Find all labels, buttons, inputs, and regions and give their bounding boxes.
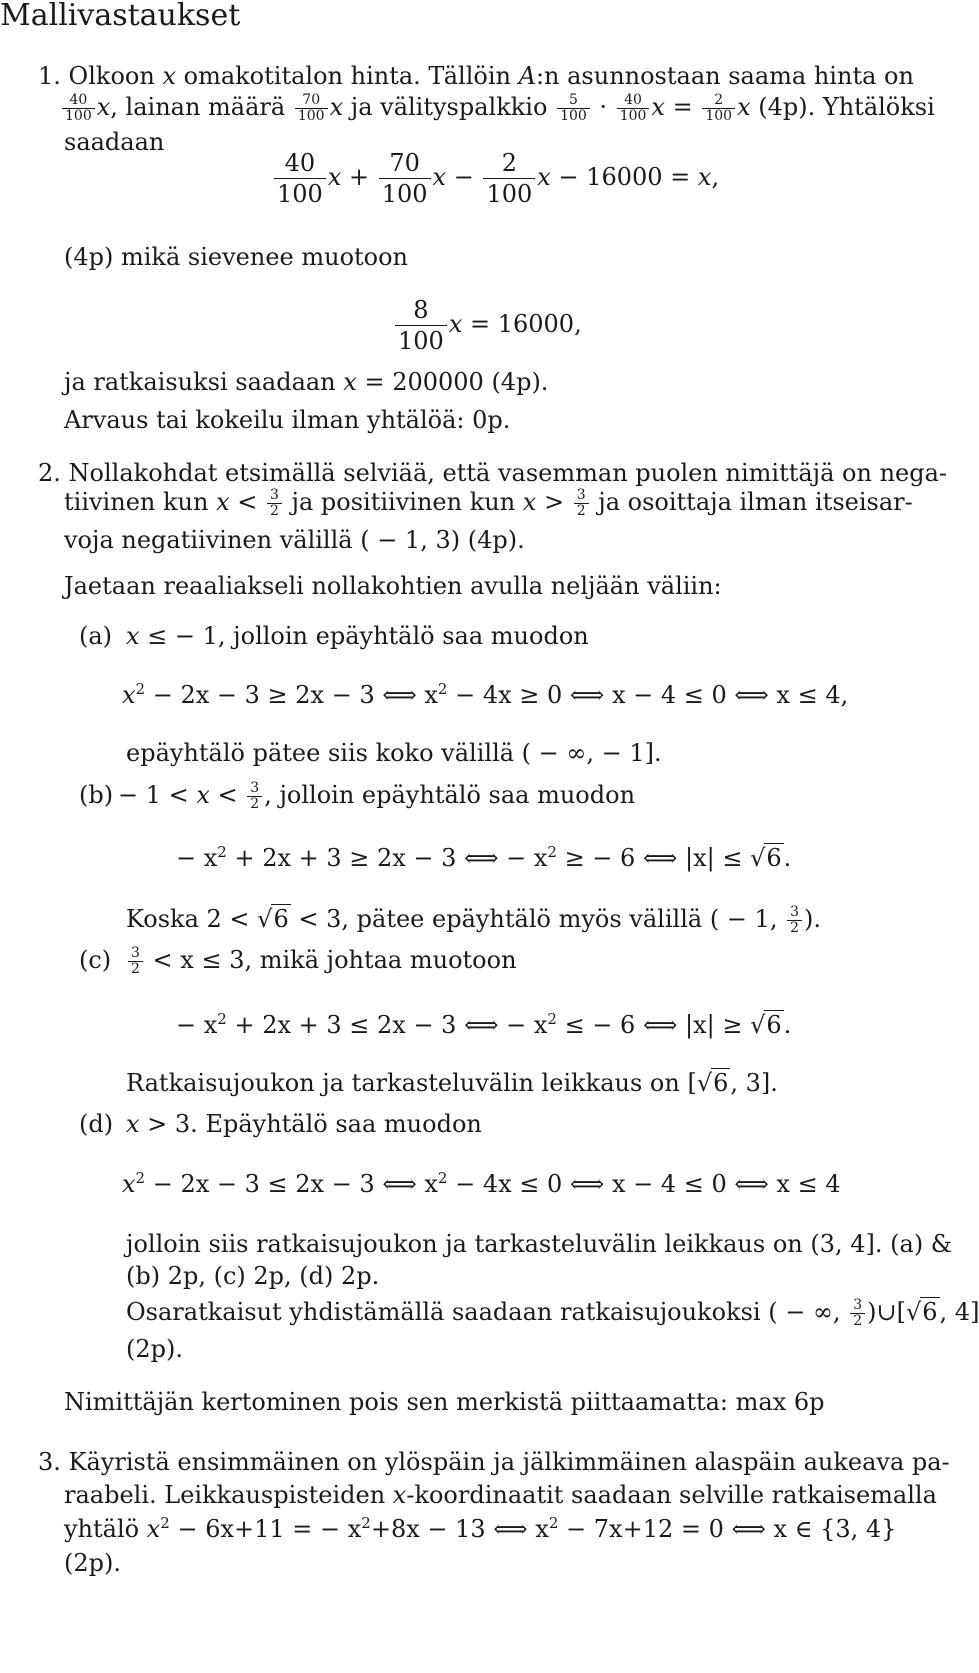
problem-1-line-5: ja ratkaisuksi saadaan x = 200000 (4p). <box>64 368 549 396</box>
case-b-text: − 1 < x < $\frac{3}{2}$ , jolloin epäyhtälö saa muodon <box>118 780 636 812</box>
problem-1-line-1: 1. Olkoon x omakotitalon hinta. Tällöin A:n asunnostaan saama hinta on <box>38 62 914 90</box>
problem-2-line-2: tiivinen kun x < $\frac{3}{2}$ ja positiivinen kun x > $\frac{3}{2}$ ja osoittaja ilman itseisar- <box>64 487 913 519</box>
equation-2: $\frac{8}{100}$ x = 16000, <box>393 295 582 356</box>
case-a-equation: $x^2 - 2x - 3 \ge 2x - 3$ ⟺ $x^2 - 4x \ge 0$ ⟺ x − 4 ≤ 0 ⟺ x ≤ 4, <box>122 680 849 709</box>
case-b-equation: − $x^2 + 2x + 3 \ge 2x - 3$ ⟺ − $x^2$ ≥ − 6 ⟺ |x| ≤ √6. <box>176 843 792 872</box>
case-d-label: (d) <box>79 1110 114 1138</box>
case-c-text: $\frac{3}{2}$ < x ≤ 3, mikä johtaa muotoon <box>126 946 517 977</box>
problem-3-line-2: raabeli. Leikkauspisteiden x-koordinaatit saadaan selville ratkaisemalla <box>64 1481 937 1509</box>
problem-1-line-3: saadaan <box>64 128 165 156</box>
problem-1-line-4: (4p) mikä sievenee muotoon <box>64 243 409 271</box>
summary-line-2: (2p). <box>126 1335 183 1363</box>
case-b-end: Koska 2 < √6 < 3, pätee epäyhtälö myös välillä ( − 1, $\frac{3}{2}$ ). <box>126 904 821 936</box>
case-c-end: Ratkaisujoukon ja tarkasteluvälin leikkaus on [√6, 3]. <box>126 1069 778 1097</box>
case-c-equation: − $x^2 + 2x + 3 \le 2x - 3$ ⟺ − $x^2$ ≤ − 6 ⟺ |x| ≥ √6. <box>176 1010 792 1039</box>
page-title: Mallivastaukset <box>0 0 241 33</box>
problem-2-line-1: 2. Nollakohdat etsimällä selviää, että vasemman puolen nimittäjä on nega- <box>38 459 948 487</box>
problem-2-line-3: voja negatiivinen välillä ( − 1, 3) (4p). <box>64 526 525 554</box>
case-d-equation: $x^2 - 2x - 3 \le 2x - 3$ ⟺ $x^2 - 4x \le 0$ ⟺ x − 4 ≤ 0 ⟺ x ≤ 4 <box>122 1169 841 1198</box>
case-c-label: (c) <box>79 946 112 974</box>
problem-1-line-6: Arvaus tai kokeilu ilman yhtälöä: 0p. <box>64 406 511 434</box>
case-a-label: (a) <box>79 622 113 650</box>
case-d-end-2: (b) 2p, (c) 2p, (d) 2p. <box>126 1262 380 1290</box>
case-a-end: epäyhtälö pätee siis koko välillä ( − ∞, − 1]. <box>126 739 662 767</box>
case-a-text: x ≤ − 1, jolloin epäyhtälö saa muodon <box>126 622 589 650</box>
problem-3-line-1: 3. Käyristä ensimmäinen on ylöspäin ja jälkimmäinen alaspäin aukeava pa- <box>38 1448 950 1476</box>
equation-1: $\frac{40}{100}$ x + $\frac{70}{100}$ x − $\frac{2}{100}$ x − 16000 = x, <box>272 148 719 209</box>
case-b-label: (b) <box>79 781 114 809</box>
grading-note: Nimittäjän kertominen pois sen merkistä piittaamatta: max 6p <box>64 1388 825 1416</box>
case-d-end-1: jolloin siis ratkaisujoukon ja tarkasteluvälin leikkaus on (3, 4]. (a) & <box>126 1230 953 1258</box>
case-d-text: x > 3. Epäyhtälö saa muodon <box>126 1110 482 1138</box>
problem-3-line-3: yhtälö $x^2 - 6x+11$ = − $x^2+8x - 13$ ⟺ $x^2 - 7x+12 = 0$ ⟺ x ∈ {3, 4} <box>64 1514 897 1543</box>
problem-3-line-4: (2p). <box>64 1549 121 1577</box>
problem-2-line-4: Jaetaan reaaliakseli nollakohtien avulla neljään väliin: <box>64 572 722 600</box>
problem-1-line-2: $\frac{40}{100}$ x, lainan määrä $\frac{70}{100}$ x ja välityspalkkio $\frac{5}{100}$ · $\frac{40}{100}$ x = $\frac{2}{100}$ x (4p). Yhtälöksi <box>60 93 935 124</box>
summary-line-1: Osaratkaisut yhdistämällä saadaan ratkaisujoukoksi ( − ∞, $\frac{3}{2}$ )∪[√6, 4] <box>126 1297 979 1329</box>
